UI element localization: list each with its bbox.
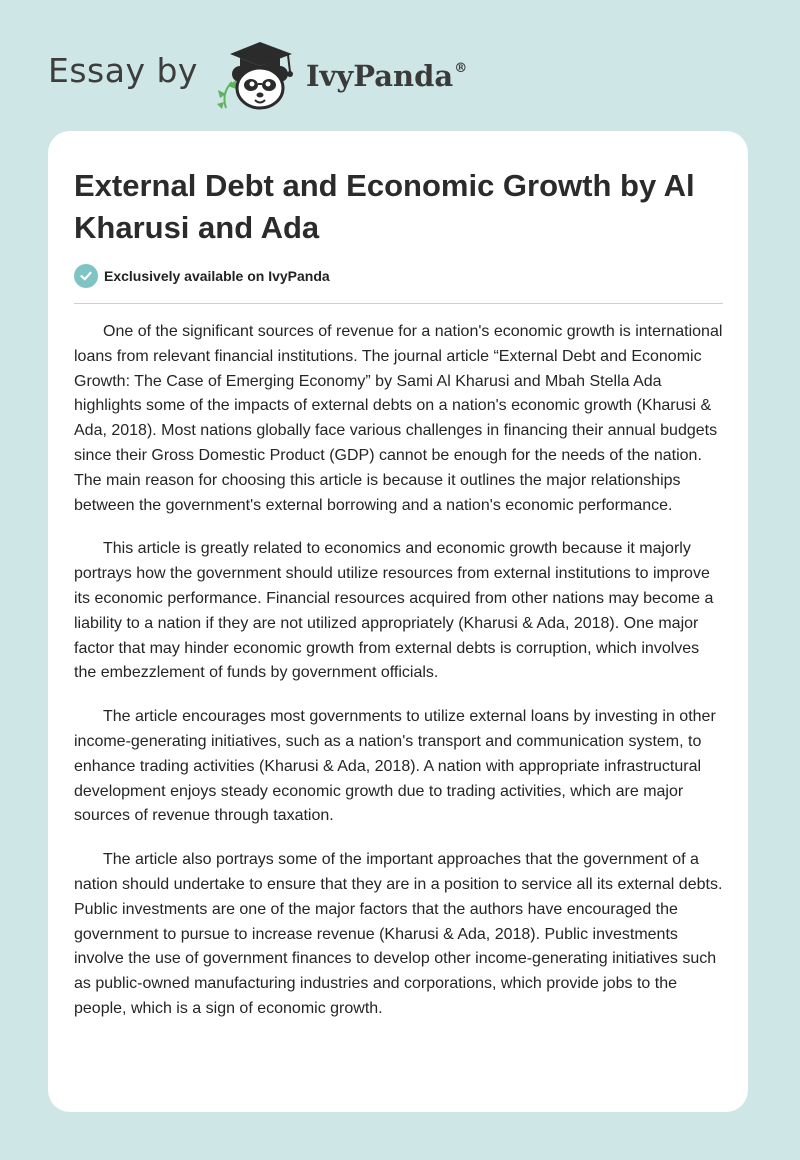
paragraph: The article also portrays some of the important approaches that the government of a nation should undertake to ensure that they are in a position to service all its external debts. Public investments are one of the major factors that the authors have encouraged the government to pursue to increase revenue (Kharusi & Ada, 2018). Public investments involve the use of government finances to develop other income-generating initiatives such as public-owned manufacturing industries and corporations, which provide jobs to the people, which is a sign of economic growth. — [74, 851, 723, 1017]
essay-card — [48, 131, 748, 1112]
site-header — [48, 36, 467, 112]
paragraph: The article encourages most governments to utilize external loans by investing in other income-generating initiatives, such as a nation's transport and communication system, to enhance trading activities (Kharusi & Ada, 2018). A nation with appropriate infrastructural development enjoys steady economic growth due to trading activities, which are major sources of revenue through taxation. — [74, 708, 716, 825]
brand-text: IvyPanda — [305, 59, 454, 93]
check-circle-icon — [74, 264, 98, 288]
brand-name[interactable] — [306, 59, 467, 93]
essay-body — [74, 320, 724, 1041]
registered-mark: ® — [454, 61, 468, 76]
essay-by-label: Essay by — [48, 50, 198, 90]
page-title: External Debt and Economic Growth by Al Kharusi and Ada — [74, 168, 695, 245]
paragraph: This article is greatly related to economics and economic growth because it majorly portrays how the government should utilize resources from external institutions to improve its economic performance. Financial resources acquired from other nations may become a liability to a nation if they are not utilized appropriately (Kharusi & Ada, 2018). One major factor that may hinder economic growth from external debts is corruption, which involves the embezzlement of funds by government officials. — [74, 540, 714, 682]
exclusive-badge-label: Exclusively available on IvyPanda — [104, 268, 330, 284]
panda-graduate-icon[interactable] — [212, 36, 300, 112]
divider — [74, 303, 723, 304]
exclusive-badge — [74, 264, 330, 288]
paragraph: One of the significant sources of revenue for a nation's economic growth is international loans from relevant financial institutions. The journal article “External Debt and Economic Growth: The Case of Emerging Economy” by Sami Al Kharusi and Mbah Stella Ada highlights some of the impacts of external debts on a nation's economic growth (Kharusi & Ada, 2018). Most nations globally face various challenges in financing their annual budgets since their Gross Domestic Product (GDP) cannot be enough for the needs of the nation. The main reason for choosing this article is because it outlines the major relationships between the government's external borrowing and a nation's economic performance. — [74, 323, 723, 514]
